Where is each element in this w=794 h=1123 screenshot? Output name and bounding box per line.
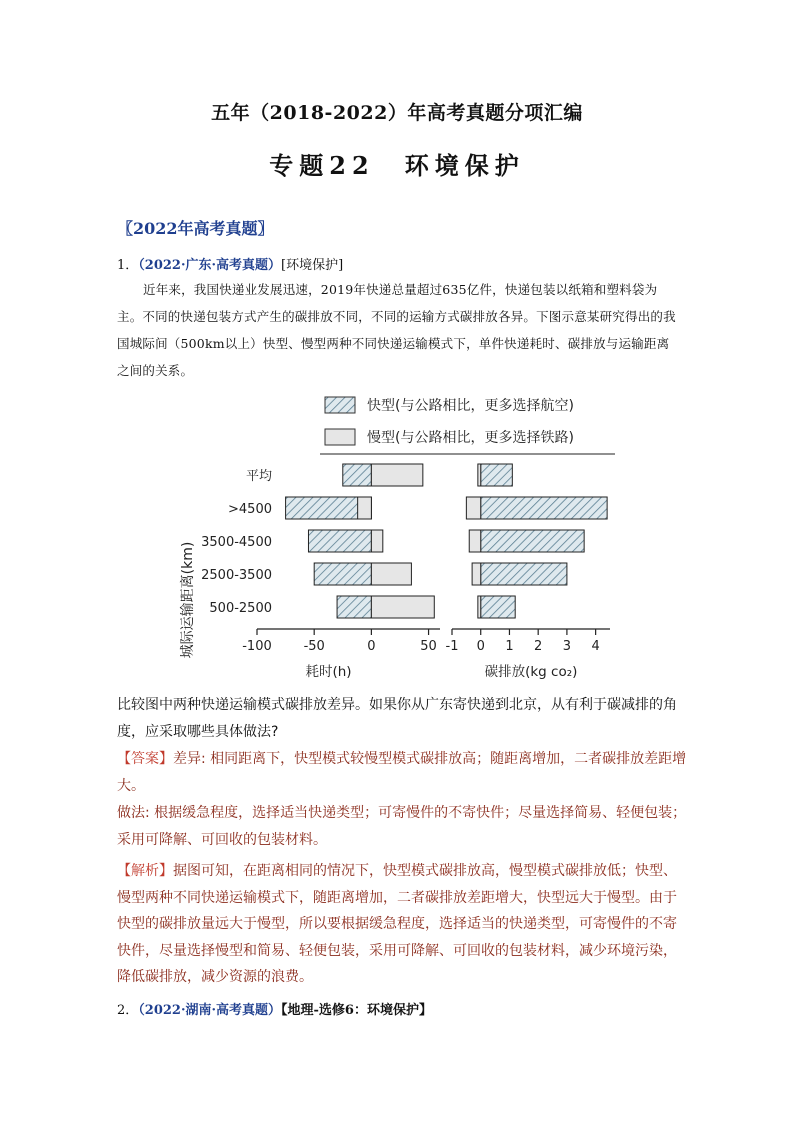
category-label: 2500-3500 — [201, 568, 272, 583]
bar — [371, 464, 422, 486]
section-title: 〖2022年高考真题〗 — [117, 219, 274, 238]
bar — [481, 530, 584, 552]
analysis-label: 【解析】 — [117, 863, 173, 879]
x-tick-label: 4 — [591, 639, 600, 654]
answer-line-2: 做法: 根据缓急程度，选择适当快递类型；可寄慢件的不寄快件；尽量选择简易、轻便包装；采用可降解、可回收的包装材料。 — [117, 805, 687, 848]
answer-line-1: 差异: 相同距离下，快型模式较慢型模式碳排放高；随距离增加，二者碳排放差距增大。 — [117, 751, 687, 794]
x-tick-label: 1 — [505, 639, 514, 654]
x-tick-label: 2 — [534, 639, 543, 654]
answer-block — [117, 746, 687, 799]
question-1-header — [117, 254, 343, 273]
bar — [308, 530, 371, 552]
answer-label: 【答案】 — [117, 751, 173, 767]
y-axis-title: 城际运输距离(km) — [180, 541, 196, 659]
x-tick-label: -100 — [242, 639, 272, 654]
bar — [371, 596, 434, 618]
bar — [478, 596, 481, 618]
question-1-paragraph: 近年来，我国快递业发展迅速，2019年快递总量超过635亿件，快递包装以纸箱和塑料袋为主。不同的快递包装方式产生的碳排放不同，不同的运输方式碳排放各异。下图示意某研究得出的我国城际间（500km以上）快型、慢型两种不同快递运输模式下，单件快递耗时、碳排放与运输距离之间的关系。 — [117, 282, 676, 378]
x-tick-label: 3 — [562, 639, 572, 654]
bar — [337, 596, 371, 618]
bar — [371, 563, 411, 585]
category-label: >4500 — [228, 502, 272, 517]
topic-title: 专题22 环境保护 — [269, 151, 525, 180]
bar — [481, 497, 607, 519]
analysis-text: 据图可知，在距离相同的情况下，快型模式碳排放高，慢型模式碳排放低；快型、慢型两种不同快递运输模式下，随距离增加，二者碳排放差距增大，快型远大于慢型。由于快型的碳排放量远大于慢型，所以要根据缓急程度，选择适当的快递类型，可寄慢件的不寄快件，尽量选择慢型和简易、轻便包装，采用可降解、可回收的包装材料，减少环境污染，降低碳排放，减少资源的浪费。 — [117, 863, 677, 985]
bar — [314, 563, 371, 585]
bar — [478, 464, 481, 486]
x-tick-label: 0 — [476, 639, 485, 654]
bar — [481, 596, 515, 618]
category-label: 3500-4500 — [201, 535, 272, 550]
bar — [466, 497, 480, 519]
bar — [469, 530, 480, 552]
question-2-source: （2022·湖南·高考真题） — [138, 1003, 282, 1018]
question-2-tag: 【地理-选修6：环境保护】 — [281, 1003, 432, 1018]
legend-swatch — [325, 429, 355, 445]
analysis-block — [117, 858, 687, 991]
bar — [481, 563, 567, 585]
question-number: 1． — [117, 258, 139, 273]
x-axis-title: 碳排放(kg co₂) — [484, 664, 578, 680]
question-tag: [环境保护] — [281, 258, 344, 273]
bar — [358, 497, 372, 519]
question-2-header — [117, 999, 432, 1018]
legend-label: 快型(与公路相比，更多选择航空) — [367, 398, 574, 414]
bar — [472, 563, 481, 585]
legend-label: 慢型(与公路相比，更多选择铁路) — [367, 430, 574, 446]
bar — [371, 530, 382, 552]
page-title: 五年（2018-2022）年高考真题分项汇编 — [211, 102, 583, 124]
express-chart — [170, 385, 630, 685]
bar — [343, 464, 372, 486]
x-tick-label: -1 — [445, 639, 459, 654]
question-1-prompt: 比较图中两种快递运输模式碳排放差异。如果你从广东寄快递到北京，从有利于碳减排的角度，应采取哪些具体做法? — [117, 697, 677, 740]
x-tick-label: -50 — [303, 639, 325, 654]
category-label: 500-2500 — [209, 601, 272, 616]
category-label: 平均 — [245, 469, 272, 484]
legend-swatch — [325, 397, 355, 413]
bar — [481, 464, 513, 486]
x-tick-label: 0 — [367, 639, 376, 654]
x-axis-title: 耗时(h) — [305, 664, 352, 680]
question-source: （2022·广东·高考真题） — [138, 258, 282, 273]
question-2-number: 2． — [117, 1003, 139, 1018]
x-tick-label: 50 — [420, 639, 437, 654]
